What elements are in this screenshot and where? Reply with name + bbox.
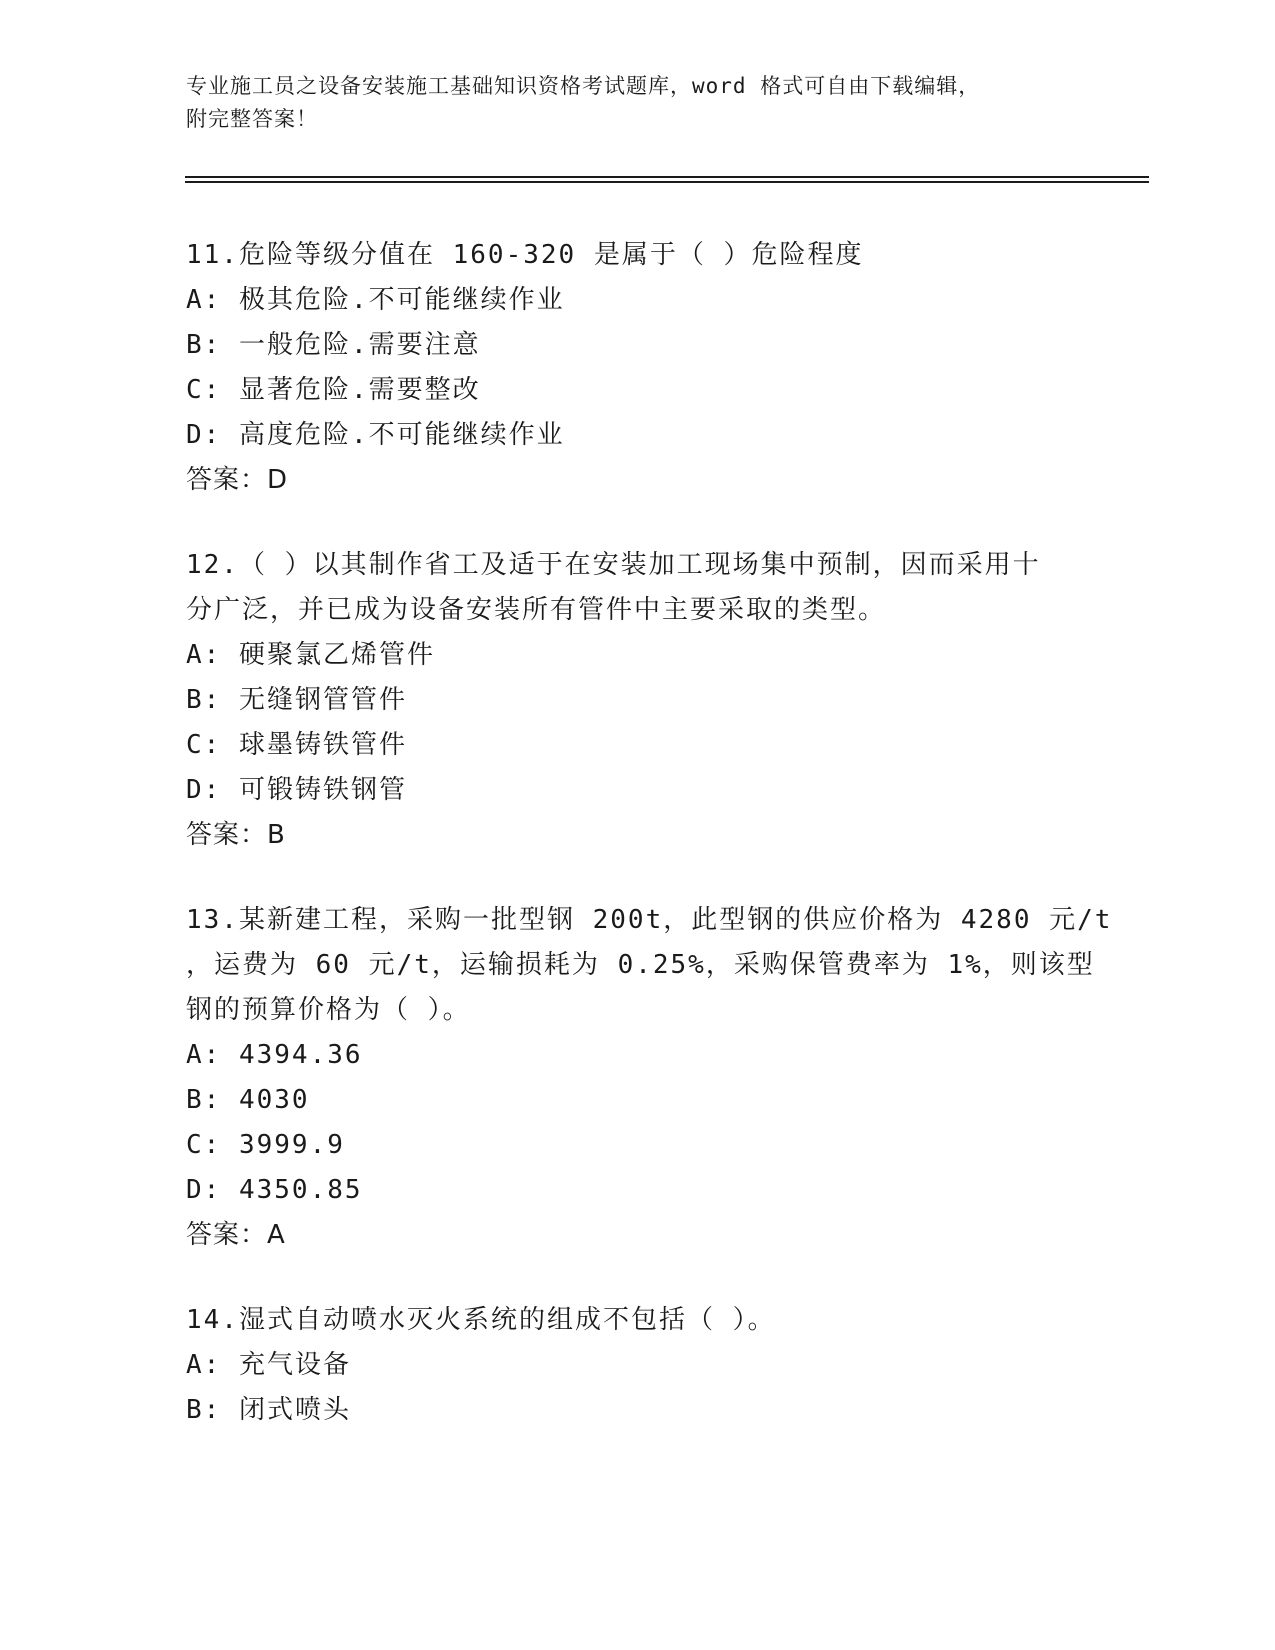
question-stem: 11.危险等级分值在 160-320 是属于（ ）危险程度 — [186, 240, 864, 270]
question-stem-line-2: ，运费为 60 元/t，运输损耗为 0.25%，采购保管费率为 1%，则该型 — [186, 950, 1095, 980]
answer-line: 答案：A — [186, 1220, 286, 1250]
divider-line-bottom — [185, 181, 1149, 183]
option-d: D: 4350.85 — [186, 1175, 363, 1205]
question-stem-line-1: 12.（ ）以其制作省工及适于在安装加工现场集中预制，因而采用十 — [186, 550, 1041, 580]
document-page — [186, 70, 1146, 1473]
question-stem: 14.湿式自动喷水灭火系统的组成不包括（ ）。 — [186, 1305, 776, 1335]
option-d: D: 高度危险.不可能继续作业 — [186, 420, 565, 450]
header-line-1: 专业施工员之设备安装施工基础知识资格考试题库，word 格式可自由下载编辑， — [186, 74, 981, 98]
header-divider — [185, 176, 1149, 183]
question-stem-line-2: 分广泛，并已成为设备安装所有管件中主要采取的类型。 — [186, 595, 887, 625]
option-a: A: 充气设备 — [186, 1350, 351, 1380]
option-b: B: 无缝钢管管件 — [186, 685, 407, 715]
option-b: B: 4030 — [186, 1085, 310, 1115]
option-c: C: 球墨铸铁管件 — [186, 730, 407, 760]
document-header — [186, 70, 1146, 136]
divider-line-top — [185, 176, 1149, 178]
option-c: C: 显著危险.需要整改 — [186, 375, 481, 405]
header-line-2: 附完整答案！ — [186, 107, 318, 131]
question-11 — [186, 233, 1146, 503]
option-a: A: 硬聚氯乙烯管件 — [186, 640, 435, 670]
option-d: D: 可锻铸铁钢管 — [186, 775, 407, 805]
option-a: A: 4394.36 — [186, 1040, 363, 1070]
option-a: A: 极其危险.不可能继续作业 — [186, 285, 565, 315]
question-stem-line-3: 钢的预算价格为（ ）。 — [186, 995, 471, 1025]
answer-line: 答案：B — [186, 820, 286, 850]
answer-line: 答案：D — [186, 465, 289, 495]
question-13 — [186, 898, 1146, 1258]
question-14 — [186, 1298, 1146, 1433]
question-12 — [186, 543, 1146, 858]
question-stem-line-1: 13.某新建工程，采购一批型钢 200t，此型钢的供应价格为 4280 元/t — [186, 905, 1113, 935]
question-list — [186, 233, 1146, 1433]
option-c: C: 3999.9 — [186, 1130, 345, 1160]
option-b: B: 一般危险.需要注意 — [186, 330, 481, 360]
option-b: B: 闭式喷头 — [186, 1395, 351, 1425]
